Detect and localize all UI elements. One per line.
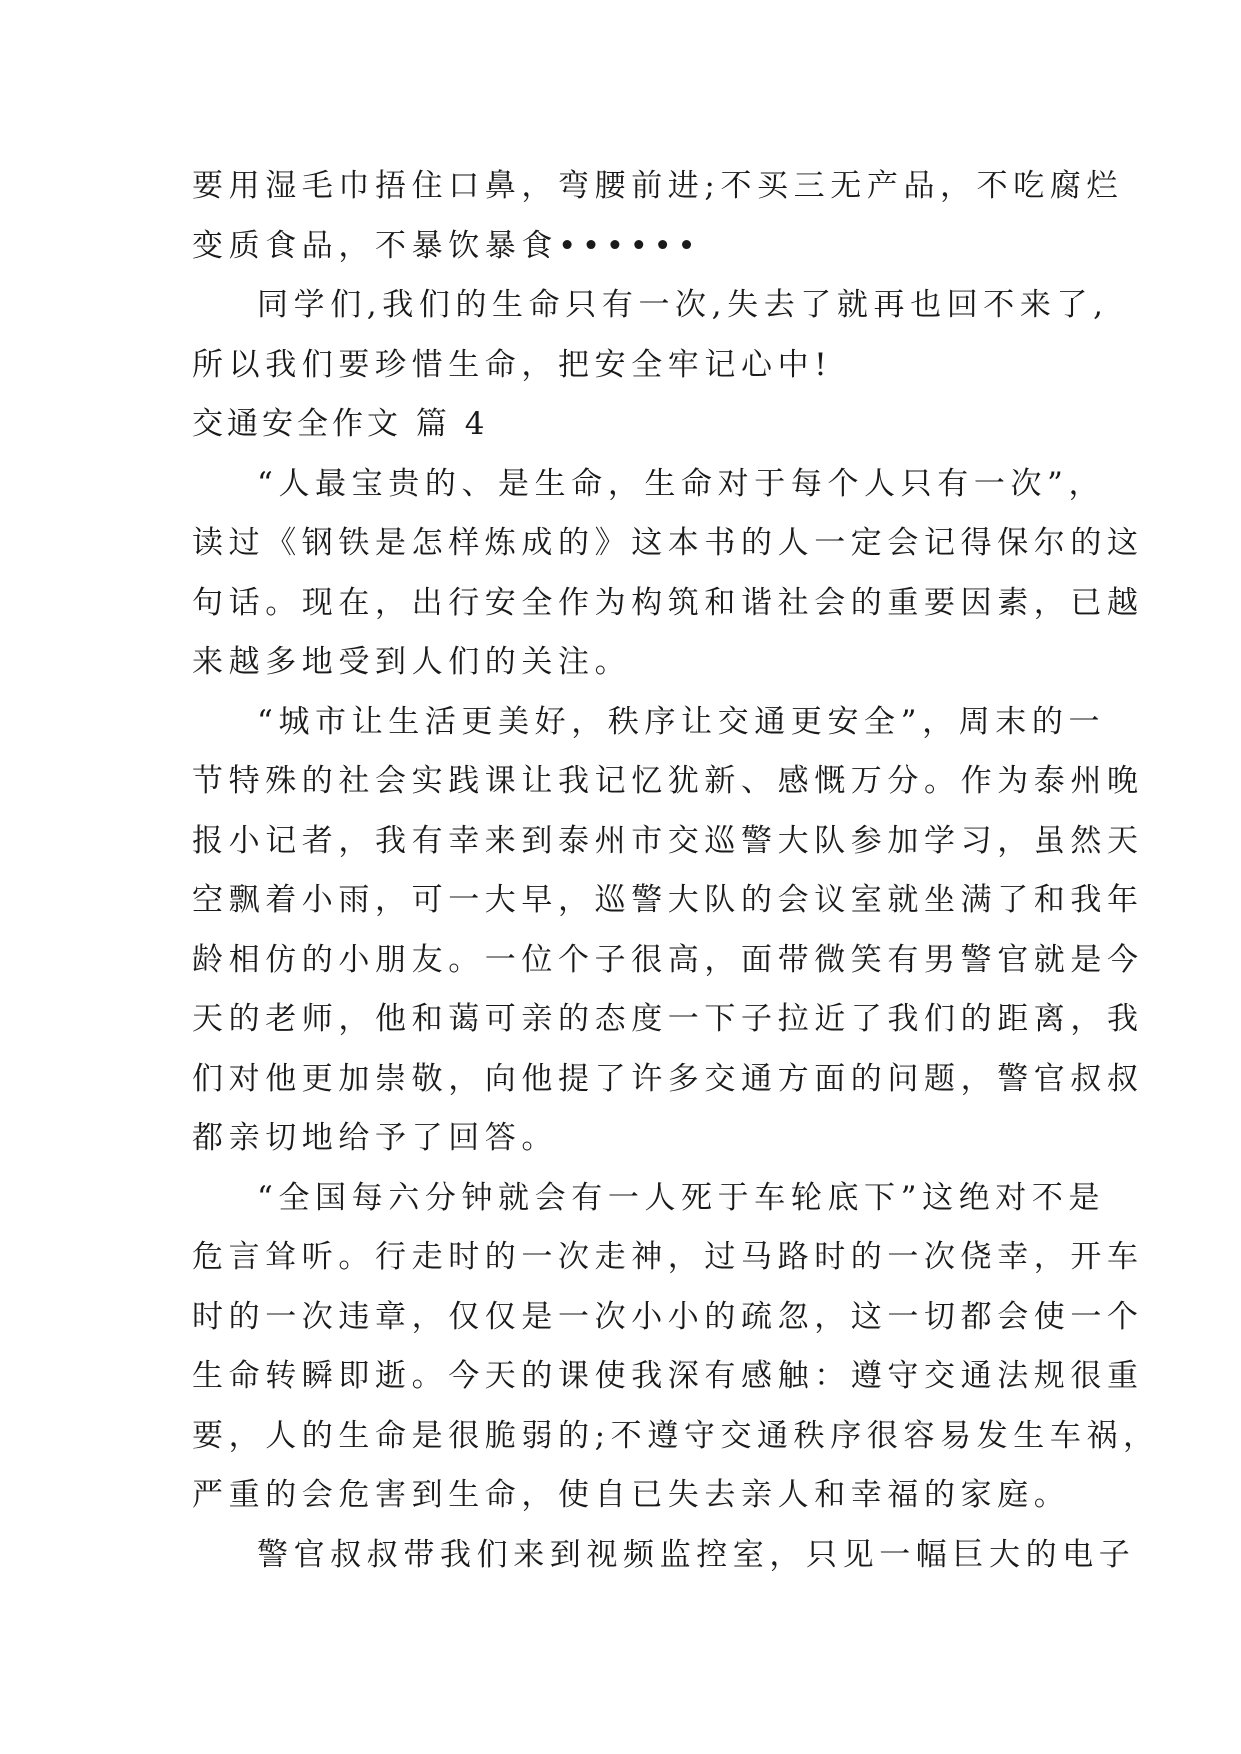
paragraph-monitor-room — [192, 1526, 1136, 1586]
document-page — [192, 157, 1160, 1585]
text-line: 生命转瞬即逝。今天的课使我深有感触：遵守交通法规很重 — [192, 1358, 1144, 1394]
text-line: 严重的会危害到生命，使自已失去亲人和幸福的家庭。 — [192, 1477, 1071, 1513]
paragraph-safety-tips — [192, 157, 1124, 276]
text-line: 危言耸听。行走时的一次走神，过马路时的一次侥幸，开车 — [192, 1239, 1144, 1275]
text-line: 龄相仿的小朋友。一位个子很高，面带微笑有男警官就是今 — [192, 941, 1144, 978]
paragraph-practice-class — [192, 693, 1144, 1169]
text-line: “城市让生活更美好，秩序让交通更安全”，周末的一 — [257, 703, 1106, 740]
text-line: 同学们,我们的生命只有一次,失去了就再也回不来了, — [257, 287, 1109, 323]
text-line: 要，人的生命是很脆弱的;不遵守交通秩序很容易发生车祸， — [192, 1417, 1160, 1454]
text-line: 空飘着小雨，可一大早，巡警大队的会议室就坐满了和我年 — [192, 882, 1144, 918]
text-line: 节特殊的社会实践课让我记忆犹新、感慨万分。作为泰州晚 — [192, 763, 1144, 799]
text-line: 来越多地受到人们的关注。 — [192, 644, 632, 680]
text-line: 们对他更加崇敬，向他提了许多交通方面的问题，警官叔叔 — [192, 1060, 1144, 1097]
text-line: 天的老师，他和蔼可亲的态度一下子拉近了我们的距离，我 — [192, 1001, 1144, 1037]
paragraph-cherish-life — [192, 276, 1109, 395]
paragraph-traffic-warning — [192, 1169, 1160, 1526]
text-line: 都亲切地给予了回答。 — [192, 1120, 558, 1156]
text-line: 报小记者，我有幸来到泰州市交巡警大队参加学习，虽然天 — [192, 822, 1144, 859]
text-line: 变质食品，不暴饮暴食•••••• — [192, 227, 702, 264]
text-line: 所以我们要珍惜生命，把安全牢记心中! — [192, 346, 833, 383]
section-heading: 交通安全作文 篇 4 — [192, 406, 489, 442]
text-line: 时的一次违章，仅仅是一次小小的疏忽，这一切都会使一个 — [192, 1298, 1144, 1335]
text-line: 读过《钢铁是怎样炼成的》这本书的人一定会记得保尔的这 — [192, 525, 1144, 561]
text-line: “全国每六分钟就会有一人死于车轮底下”这绝对不是 — [257, 1179, 1106, 1216]
text-line: 句话。现在，出行安全作为构筑和谐社会的重要因素，已越 — [192, 584, 1144, 621]
text-line: 要用湿毛巾捂住口鼻，弯腰前进;不买三无产品，不吃腐烂 — [192, 168, 1124, 204]
text-line: 警官叔叔带我们来到视频监控室，只见一幅巨大的电子 — [257, 1536, 1136, 1573]
paragraph-life-quote — [192, 455, 1144, 693]
text-line: “人最宝贵的、是生命，生命对于每个人只有一次”， — [257, 465, 1106, 502]
